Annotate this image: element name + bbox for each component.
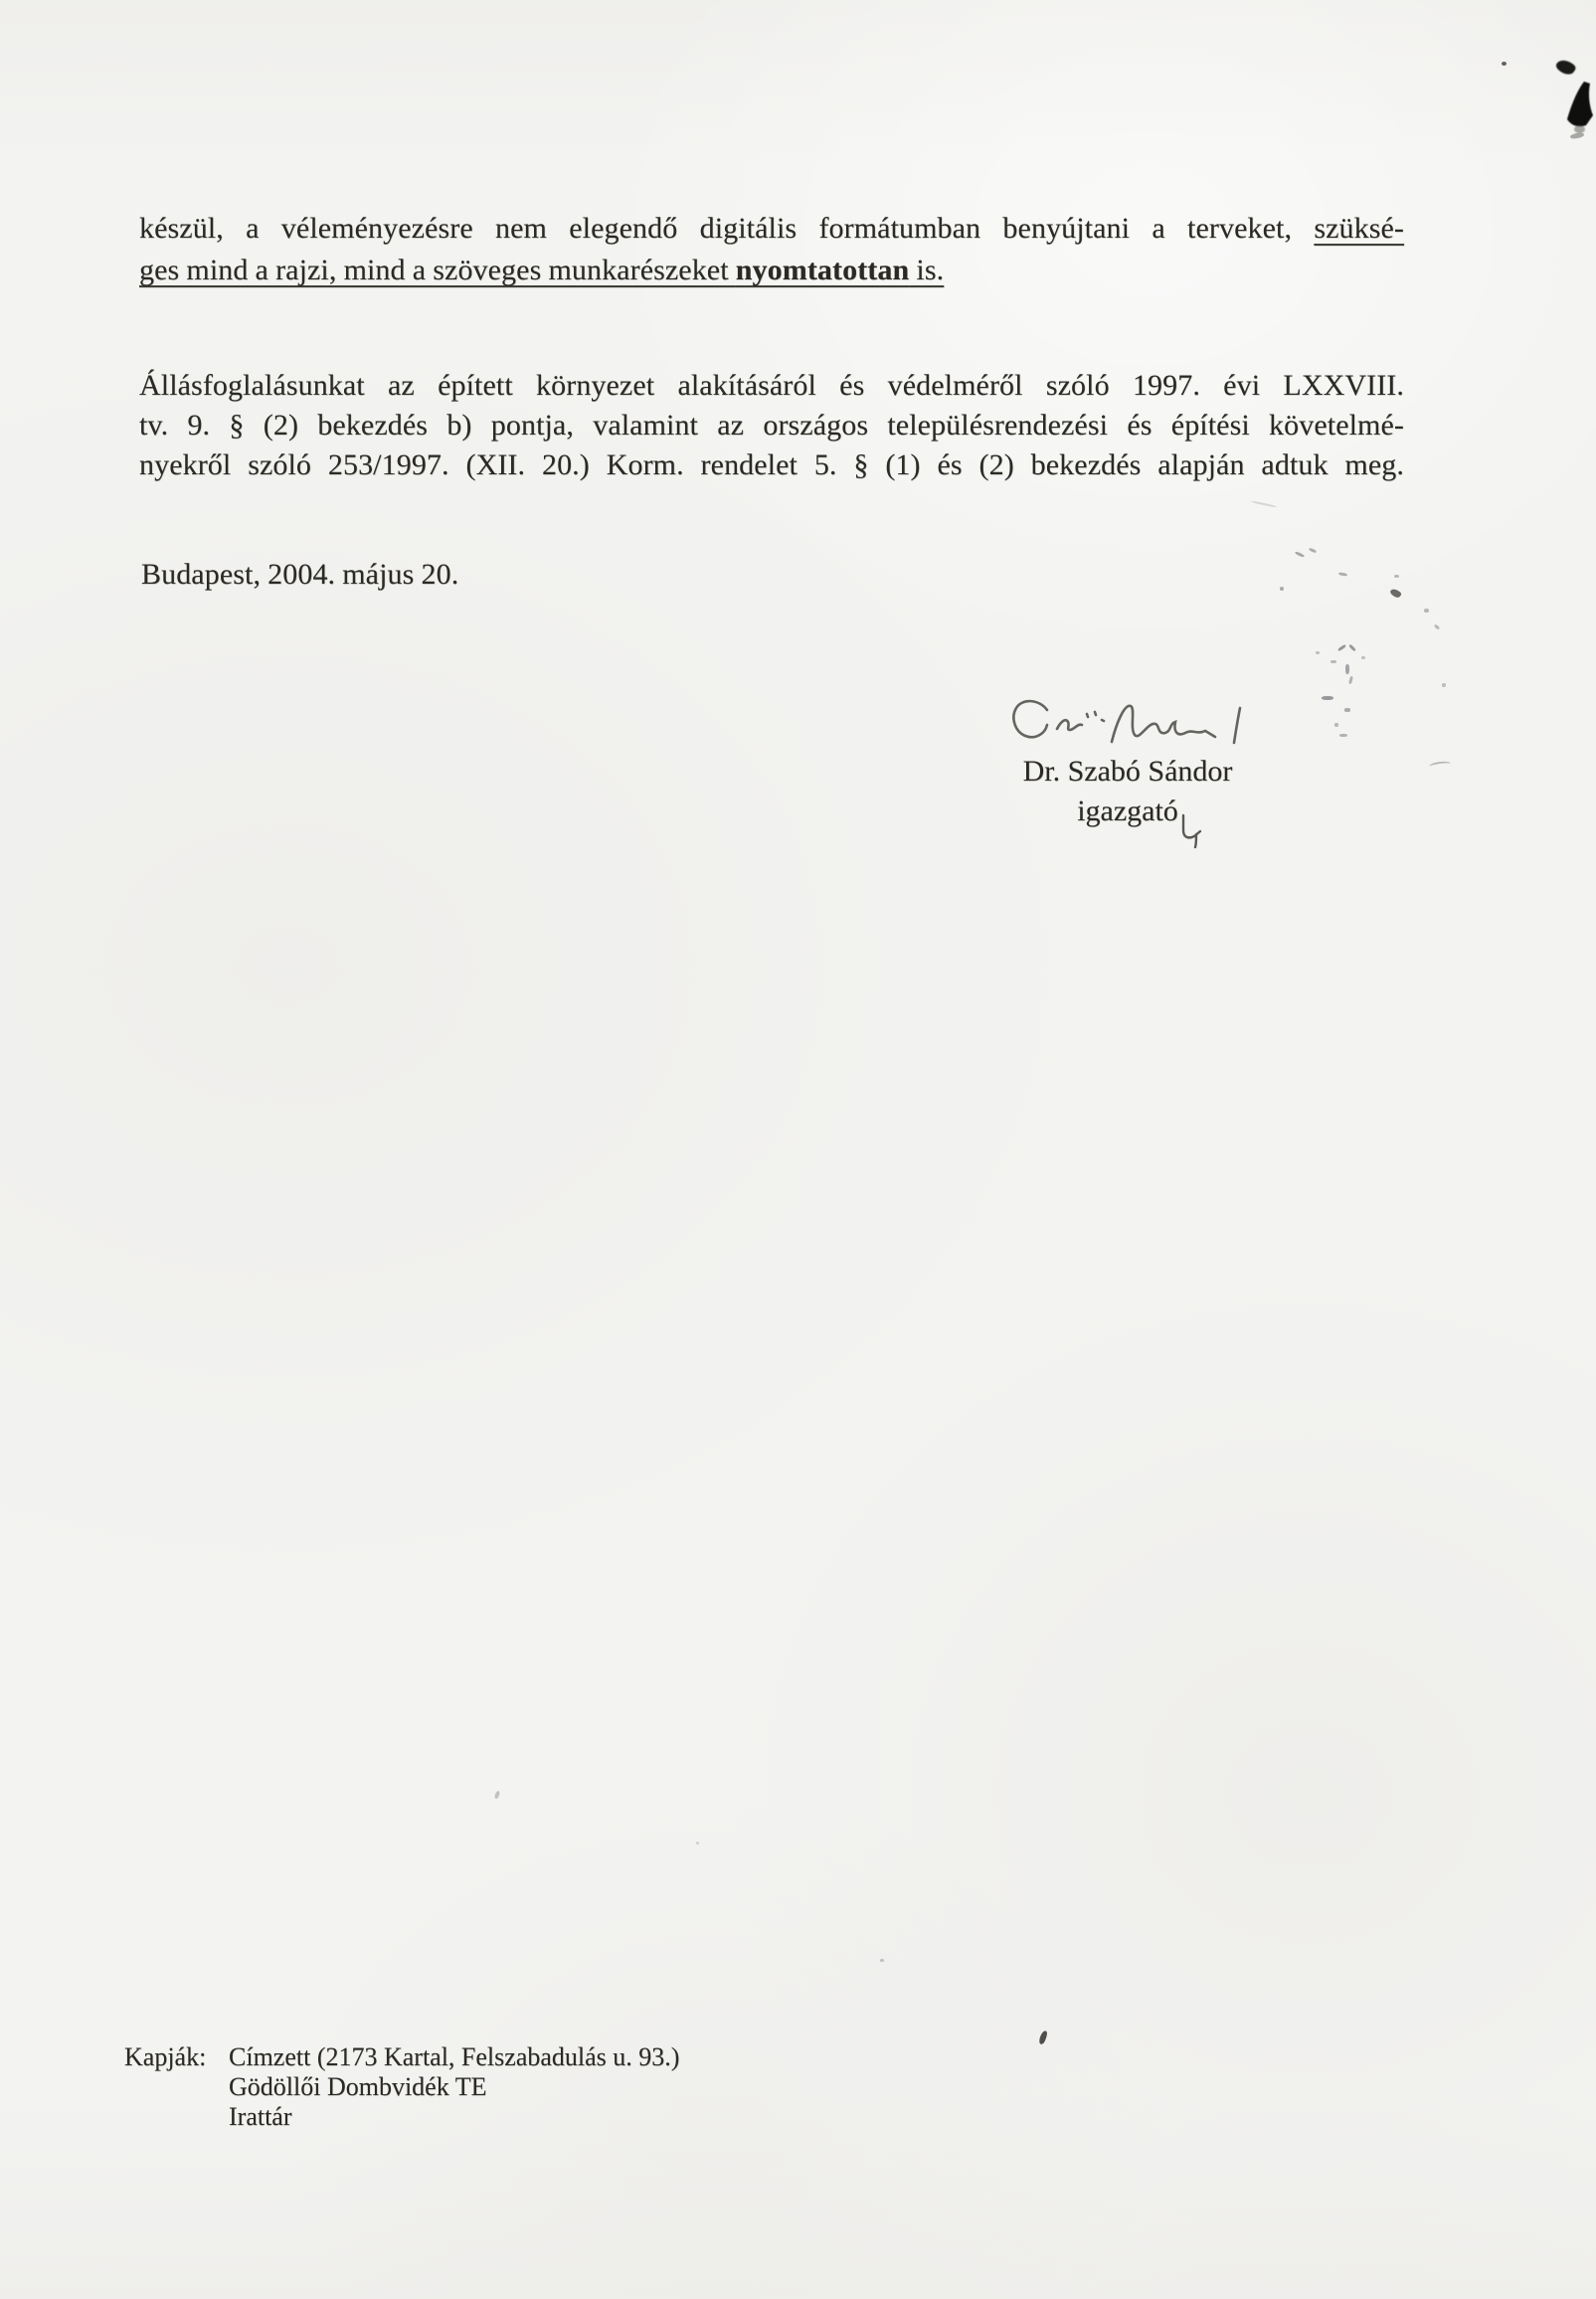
pencil-mark (1424, 609, 1429, 613)
paragraph-2-line-3: nyekről szóló 253/1997. (XII. 20.) Korm. rendelet 5. § (1) és (2) bekezdés alapján adtuk meg. (139, 448, 1404, 481)
signatory-name: Dr. Szabó Sándor (1022, 755, 1233, 788)
body-paragraph-1 (139, 208, 1404, 291)
ink-blob (1567, 82, 1596, 129)
stamp-residue (1348, 676, 1353, 685)
distribution-label: Kapják: (124, 2042, 207, 2071)
stamp-residue (1348, 644, 1356, 652)
pencil-comma (1389, 587, 1402, 599)
pencil-mark (1434, 623, 1441, 629)
pencil-hairline (1251, 500, 1277, 507)
stamp-residue (1344, 708, 1350, 712)
signatory-block (1003, 752, 1252, 831)
pencil-mark (1295, 551, 1305, 558)
ink-comma-blot (1554, 57, 1577, 78)
dust-speck (880, 1959, 884, 1962)
pencil-mark (1280, 587, 1284, 591)
stamp-residue (1316, 651, 1320, 654)
recipient-line: Címzett (2173 Kartal, Felszabadulás u. 93.) (229, 2042, 680, 2071)
ink-dash (1570, 132, 1585, 139)
paragraph-1-line-1: készül, a véleményezésre nem elegendő digitális formátumban benyújtani a terveket, szüksé- (139, 212, 1404, 245)
pencil-mark (1338, 572, 1347, 577)
stamp-residue (1337, 644, 1346, 652)
pencil-tilde (1429, 761, 1452, 771)
stamp-residue (1322, 696, 1333, 700)
ink-speck (1502, 62, 1507, 66)
body-paragraph-2 (139, 366, 1404, 485)
recipient-line: Gödöllői Dombvidék TE (229, 2072, 487, 2101)
pencil-mark (1394, 575, 1399, 578)
stamp-residue (1330, 660, 1336, 663)
paragraph-1-line-2: ges mind a rajzi, mind a szöveges munkarészeket nyomtatottan is. (139, 254, 945, 286)
stamp-residue (1361, 656, 1365, 659)
distribution-recipients (229, 2042, 679, 2132)
ink-tick (1038, 2030, 1048, 2044)
pencil-mark (1309, 547, 1318, 553)
distribution-list (124, 2042, 679, 2132)
stamp-residue (1345, 664, 1349, 674)
handwritten-initial-mark (1179, 813, 1211, 849)
stamp-residue (1339, 734, 1347, 737)
dust-speck (696, 1842, 699, 1845)
stamp-residue (1334, 723, 1338, 727)
paragraph-2-line-1: Állásfoglalásunkat az épített környezet alakításáról és védelméről szóló 1997. évi LXXVIII. (139, 369, 1404, 402)
pencil-mark (1442, 683, 1446, 687)
paragraph-2-line-2: tv. 9. § (2) bekezdés b) pontja, valamint az országos településrendezési és építési követelmé- (139, 409, 1404, 442)
dust-speck (494, 1791, 500, 1800)
signatory-title: igazgató (1077, 795, 1178, 827)
recipient-line: Irattár (229, 2102, 292, 2131)
dateline: Budapest, 2004. május 20. (141, 558, 459, 591)
